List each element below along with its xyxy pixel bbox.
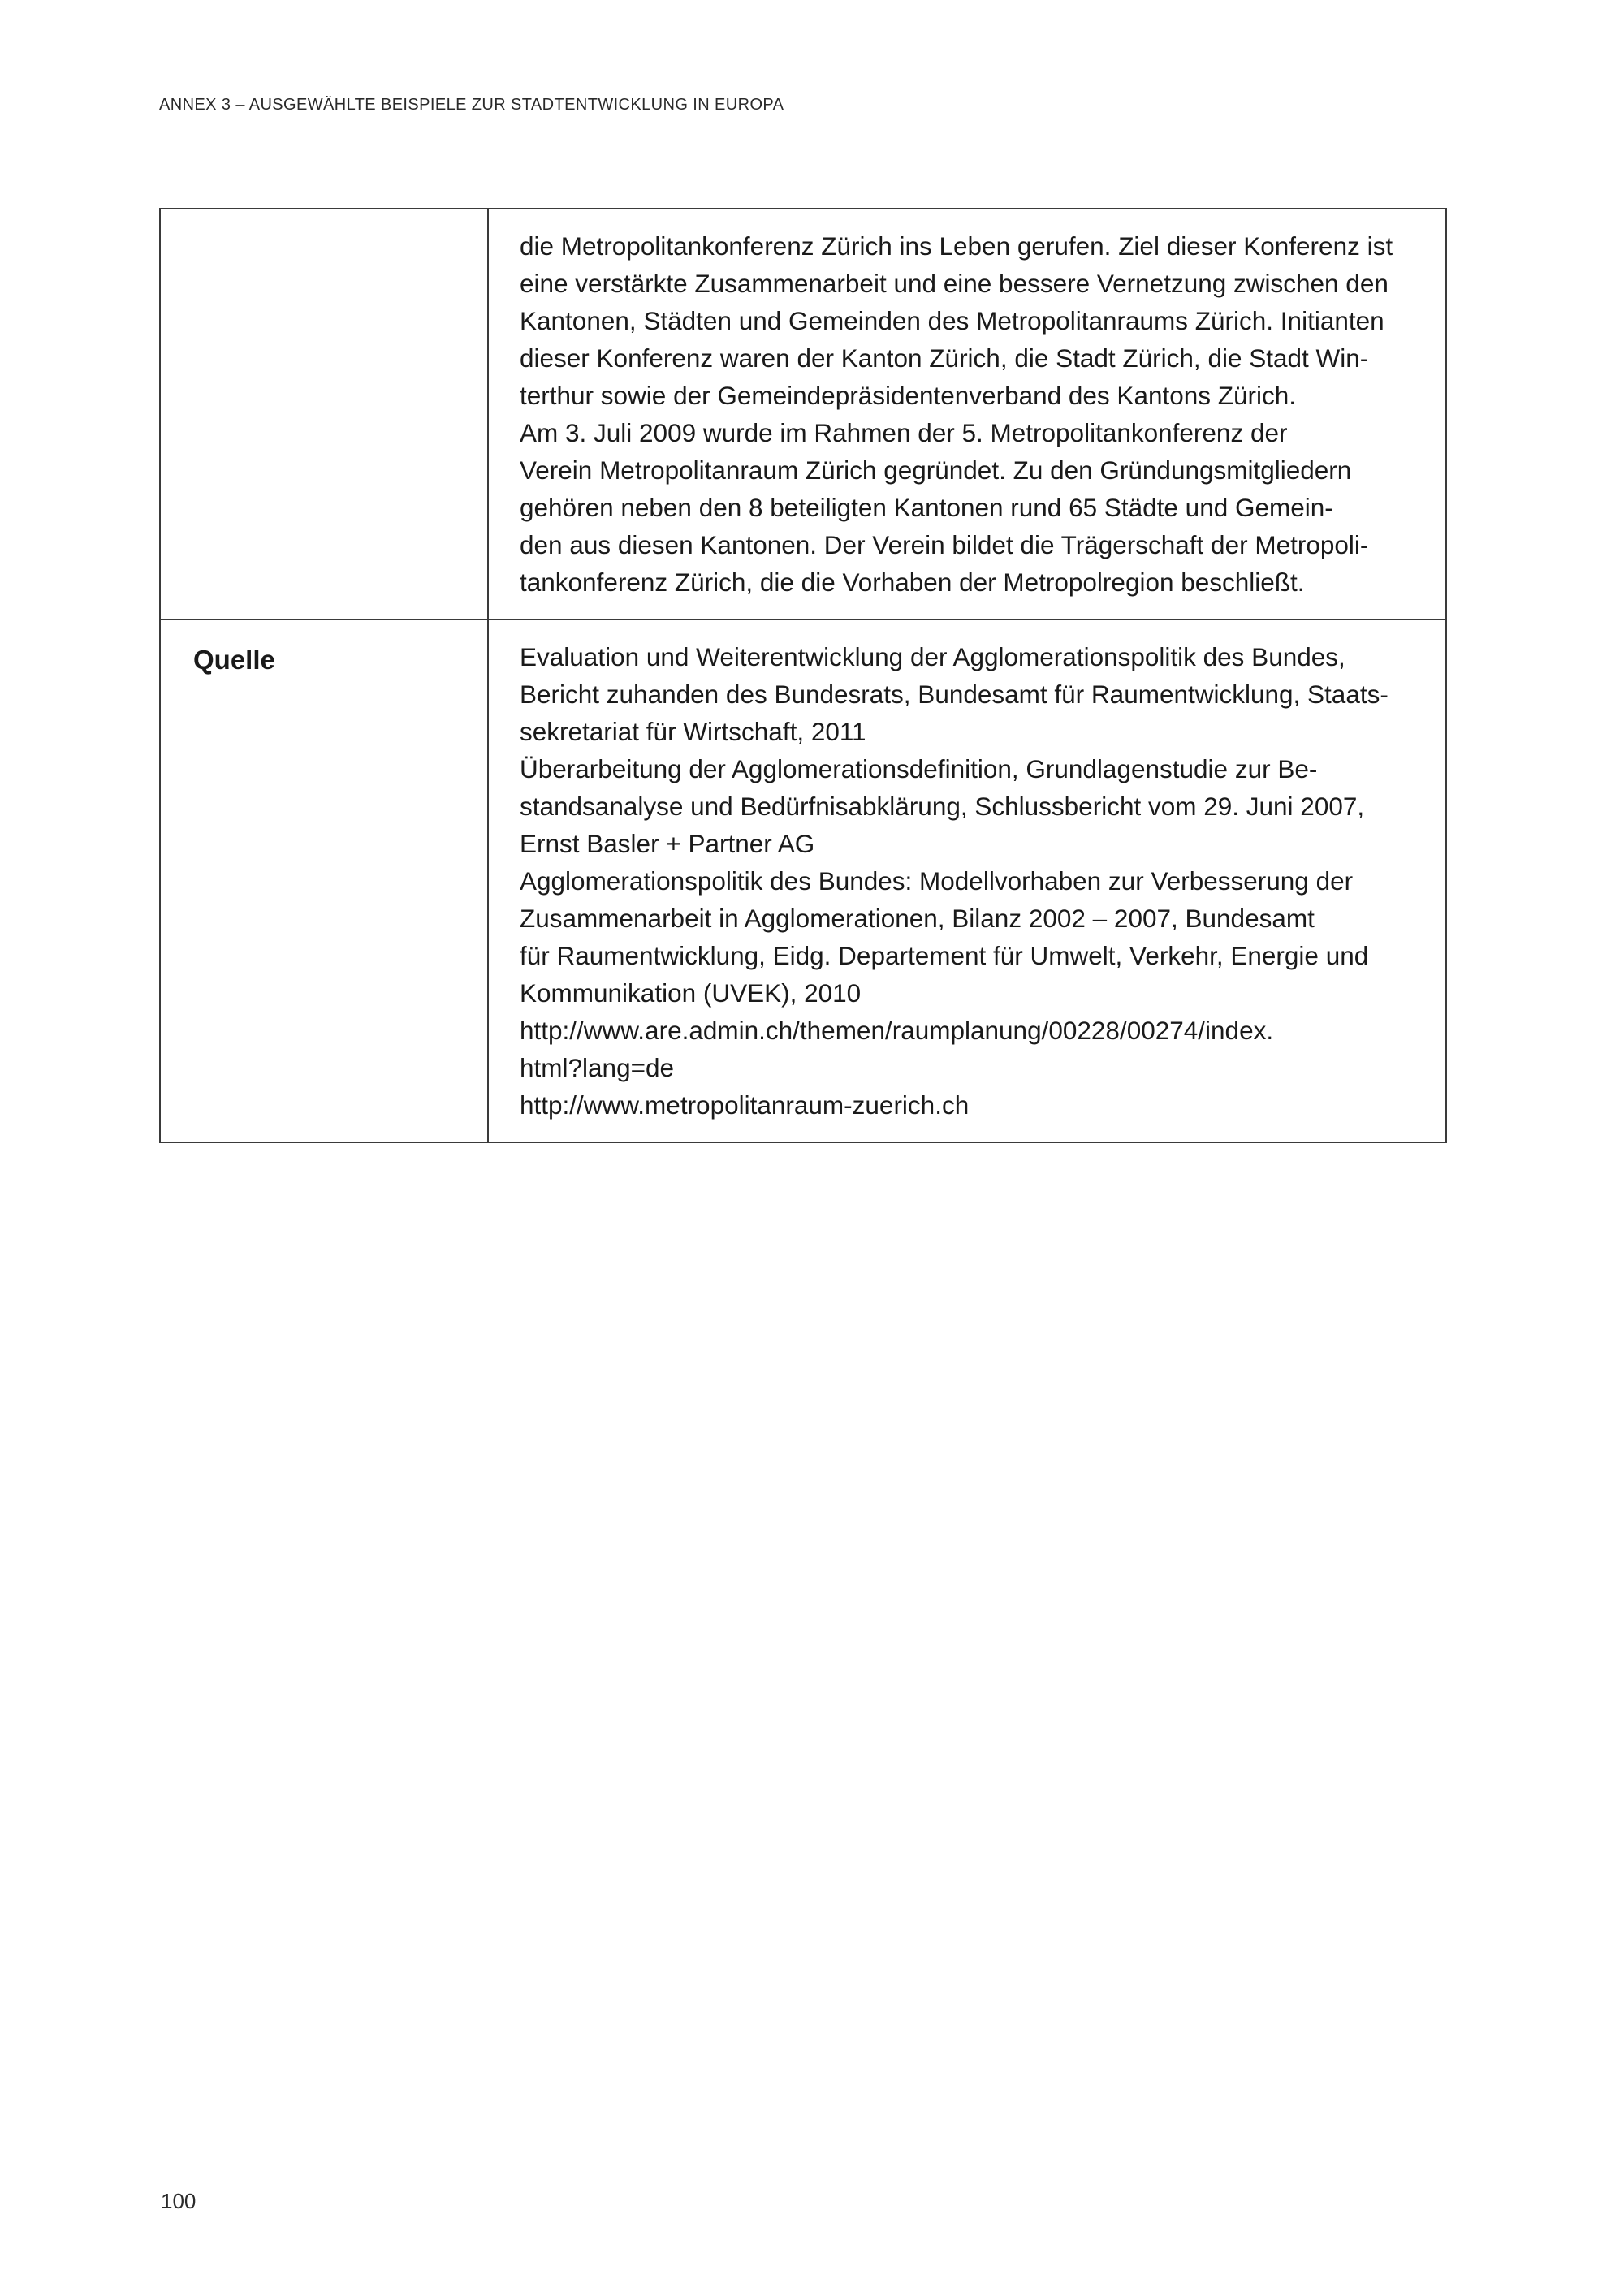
- text-line: gehören neben den 8 beteiligten Kantonen rund 65 Städte und Gemein-: [520, 493, 1333, 522]
- row-body-cell: [488, 209, 1446, 619]
- row-label-quelle: Quelle: [193, 645, 275, 675]
- text-line: Überarbeitung der Agglomerationsdefinition, Grundlagenstudie zur Be-: [520, 754, 1318, 783]
- text-line: Bericht zuhanden des Bundesrats, Bundesamt für Raumentwicklung, Staats-: [520, 680, 1389, 709]
- page-number: 100: [161, 2189, 197, 2213]
- text-line: Agglomerationspolitik des Bundes: Modellvorhaben zur Verbesserung der: [520, 866, 1354, 896]
- row-body-text: [489, 209, 1445, 619]
- text-line: eine verstärkte Zusammenarbeit und eine bessere Vernetzung zwischen den: [520, 269, 1389, 298]
- row-label: [161, 209, 487, 234]
- row-body-cell: [488, 619, 1446, 1142]
- source-url[interactable]: http://www.metropolitanraum-zuerich.ch: [520, 1090, 970, 1120]
- text-line: dieser Konferenz waren der Kanton Zürich, die Stadt Zürich, die Stadt Win-: [520, 343, 1369, 373]
- content-table: [159, 208, 1447, 1143]
- text-line: terthur sowie der Gemeindepräsidentenverband des Kantons Zürich.: [520, 381, 1297, 410]
- row-label-cell: [160, 209, 488, 619]
- table-row-quelle: [160, 619, 1446, 1142]
- text-line: tankonferenz Zürich, die die Vorhaben der Metropolregion beschließt.: [520, 568, 1305, 597]
- table-row-continuation: [160, 209, 1446, 619]
- text-line: den aus diesen Kantonen. Der Verein bildet die Trägerschaft der Metropoli-: [520, 530, 1369, 559]
- sources-text: [489, 620, 1445, 1142]
- running-header: ANNEX 3 – AUSGEWÄHLTE BEISPIELE ZUR STADTENTWICKLUNG IN EUROPA: [159, 96, 784, 114]
- text-line: die Metropolitankonferenz Zürich ins Leben gerufen. Ziel dieser Konferenz ist: [520, 231, 1393, 261]
- source-url[interactable]: html?lang=de: [520, 1053, 675, 1082]
- text-line: Zusammenarbeit in Agglomerationen, Bilanz 2002 – 2007, Bundesamt: [520, 904, 1315, 933]
- row-label-cell: [160, 619, 488, 1142]
- text-line: standsanalyse und Bedürfnisabklärung, Schlussbericht vom 29. Juni 2007,: [520, 792, 1365, 821]
- text-line: Am 3. Juli 2009 wurde im Rahmen der 5. Metropolitankonferenz der: [520, 418, 1288, 447]
- text-line: Kommunikation (UVEK), 2010: [520, 978, 862, 1008]
- text-line: sekretariat für Wirtschaft, 2011: [520, 717, 866, 746]
- source-url[interactable]: http://www.are.admin.ch/themen/raumplanung/00228/00274/index.: [520, 1016, 1274, 1045]
- text-line: Kantonen, Städten und Gemeinden des Metropolitanraums Zürich. Initianten: [520, 306, 1384, 335]
- text-line: Evaluation und Weiterentwicklung der Agglomerationspolitik des Bundes,: [520, 642, 1345, 671]
- text-line: Verein Metropolitanraum Zürich gegründet. Zu den Gründungsmitgliedern: [520, 455, 1352, 485]
- text-line: Ernst Basler + Partner AG: [520, 829, 815, 858]
- text-line: für Raumentwicklung, Eidg. Departement für Umwelt, Verkehr, Energie und: [520, 941, 1369, 970]
